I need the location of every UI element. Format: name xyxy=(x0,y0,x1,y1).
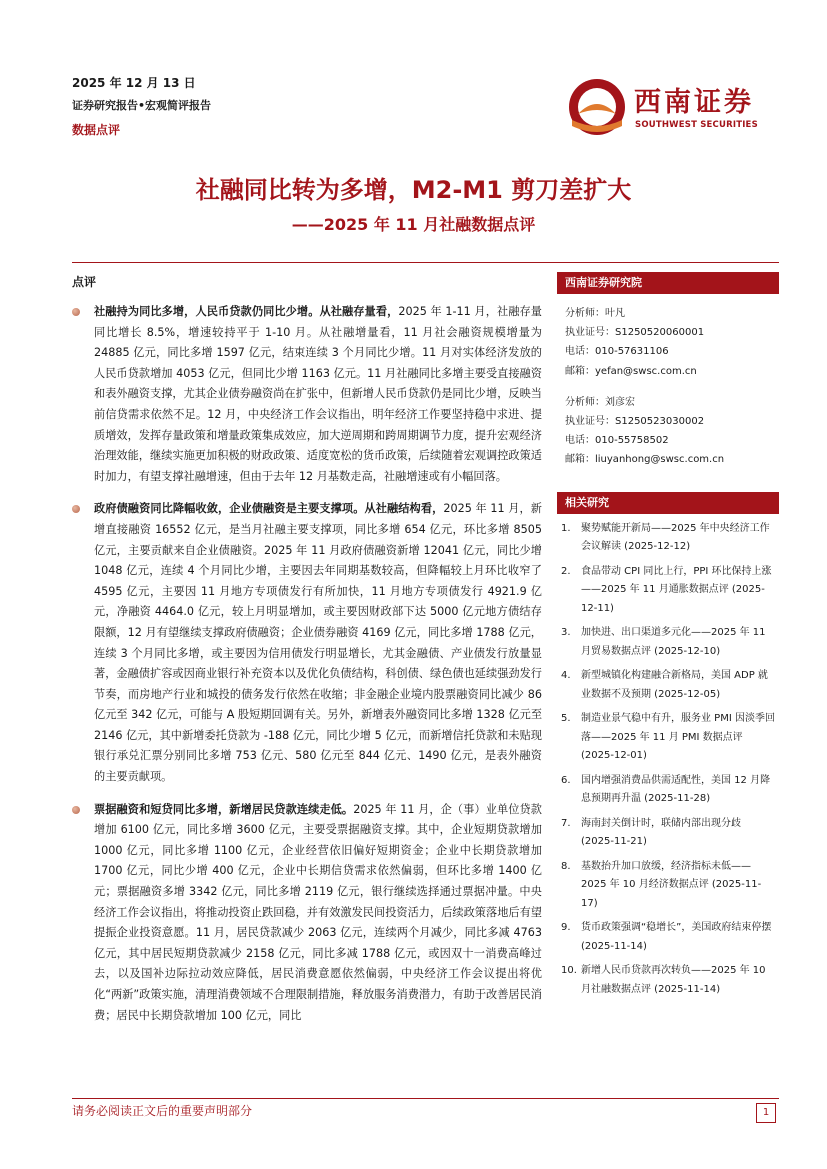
sidebar xyxy=(557,272,779,1005)
main-body xyxy=(72,302,542,1038)
related-item-number: 6. xyxy=(561,774,571,786)
related-item-number: 1. xyxy=(561,522,571,534)
analyst-phone: 电话：010-55758502 xyxy=(565,435,669,447)
paragraph-lead: 社融持为同比多增，人民币贷款仍同比少增。从社融存量看， xyxy=(94,305,399,318)
related-research-item[interactable] xyxy=(561,520,775,557)
logo-emblem-icon xyxy=(566,76,628,138)
page-subtitle: ——2025 年 11 月社融数据点评 xyxy=(291,215,536,234)
page-title: 社融同比转为多增，M2-M1 剪刀差扩大 xyxy=(195,176,632,204)
paragraph-lead: 票据融资和短贷同比多增，新增居民贷款连续走低。 xyxy=(94,802,354,816)
sidebar-institute-header: 西南证券研究院 xyxy=(557,272,779,294)
related-item-text: 新型城镇化构建融合新格局，美国 ADP 就业数据不及预期 (2025-12-05) xyxy=(581,670,768,700)
related-item-number: 5. xyxy=(561,713,571,725)
report-date: 2025 年 12 月 13 日 xyxy=(72,76,196,90)
related-item-number: 8. xyxy=(561,860,571,872)
related-research-item[interactable] xyxy=(561,772,775,809)
related-research-item[interactable] xyxy=(561,667,775,704)
section-label: 点评 xyxy=(72,275,97,289)
related-item-text: 制造业景气稳中有升，服务业 PMI 因淡季回落——2025 年 11 月 PMI 数据点评 (2025-12-01) xyxy=(581,713,775,762)
related-item-number: 7. xyxy=(561,817,571,829)
paragraph-text: 2025 年 11 月，新增直接融资 16552 亿元，是当月社融主要支撑项，同比多增 654 亿元，环比多增 8505 亿元，主要贡献来自企业债融资。2025 年 11 月政府债融资新增 12041 亿元，同比少增 1048 亿元，连续 4 个月同比少增，主要因去年同期基数较高，但降幅较上月环比收窄了 4595 亿元，主要因 11 月地方专项债发行有所加快，11 月地方专项债发行 4921.9 亿元，净融资 4464.0 亿元，较上月明显增加，或主要因财政部下达 5000 亿元地方债结存限额，12 月有望继续支撑政府债融资；企业债券融资 4169 亿元，同比多增 1788 亿元，连续 3 个月同比多增，或主要因为信用债发行明显增长，尤其金融债、产业债发行放量显著，金融债扩容或因商业银行补充资本以及优化负债结构，科创债、绿色债也延续强劲发行节奏，而房地产行业和城投的债务发行依然在收缩；非金融企业境内股票融资同比减少 86 亿元至 342 亿元，可能与 A 股短期回调有关。另外，新增表外融资同比多增 1328 亿元至 2146 亿元，其中新增委托贷款为 -188 亿元，同比少增 5 亿元，而新增信托贷款和未贴现银行承兑汇票分别同比多增 753 亿元、580 亿元至 844 亿元、1490 亿元，是表外融资的主要贡献项。 xyxy=(94,502,543,784)
related-research-item[interactable] xyxy=(561,563,775,619)
analyst-email[interactable]: 邮箱：liuyanhong@swsc.com.cn xyxy=(565,454,725,466)
paragraph-text: 2025 年 1-11 月，社融存量同比增长 8.5%，增速较持平于 1-10 月。从社融增量看，11 月社会融资规模增量为 24885 亿元，同比多增 1597 亿元，结束连续 3 个月同比少增。11 月对实体经济发放的人民币贷款增加 4053 亿元，但同比少增 1163 亿元。11 月社融同比多增主要受直接融资和表外融资支撑，尤其企业债券融资尚在扩张中，但新增人民币贷款仍是同比少增，反映当前信贷需求依然不足。12 月，中央经济工作会议指出，明年经济工作要坚持稳中求进、提质增效，发挥存量政策和增量政策集成效应，加大逆周期和跨周期调节力度，提升宏观经济治理效能，继续实施更加积极的财政政策、适度宽松的货币政策，后续随着宏观调控政策适时加力，有望支撑社融增速，但由于去年 12 月基数走高，社融增速或有小幅回落。 xyxy=(94,305,542,483)
analyst-license: 执业证号：S1250520060001 xyxy=(565,327,705,339)
analyst-email[interactable]: 邮箱：yefan@swsc.com.cn xyxy=(565,365,697,377)
related-research-header: 相关研究 xyxy=(557,492,779,514)
related-item-number: 4. xyxy=(561,670,571,682)
logo-name-en: SOUTHWEST SECURITIES xyxy=(635,120,758,130)
paragraph-2 xyxy=(72,499,542,787)
related-item-number: 2. xyxy=(561,565,571,577)
analyst-phone: 电话：010-57631106 xyxy=(565,346,669,358)
related-item-text: 食品带动 CPI 同比上行，PPI 环比保持上涨——2025 年 11 月通胀数据点评 (2025-12-11) xyxy=(581,565,772,614)
bullet-icon xyxy=(72,308,80,316)
related-item-text: 国内增强消费品供需适配性，美国 12 月降息预期再升温 (2025-11-28) xyxy=(581,774,771,805)
related-item-number: 9. xyxy=(561,922,571,934)
related-research-item[interactable] xyxy=(561,815,775,852)
related-item-text: 聚势赋能开新局——2025 年中央经济工作会议解读 (2025-12-12) xyxy=(581,522,770,553)
related-research-list xyxy=(557,514,779,1000)
footer-disclaimer: 请务必阅读正文后的重要声明部分 xyxy=(72,1104,253,1118)
related-research-item[interactable] xyxy=(561,962,775,999)
related-item-number: 3. xyxy=(561,627,571,639)
company-logo xyxy=(566,76,766,136)
logo-name-cn: 西南证券 xyxy=(634,87,754,118)
paragraph-lead: 政府债融资同比降幅收敛，企业债融资是主要支撑项。从社融结构看， xyxy=(94,502,444,516)
related-research-item[interactable] xyxy=(561,710,775,766)
related-research-item[interactable] xyxy=(561,919,775,956)
related-item-text: 加快进、出口渠道多元化——2025 年 11 月贸易数据点评 (2025-12-10) xyxy=(581,627,766,657)
paragraph-text: 2025 年 11 月，企（事）业单位贷款增加 6100 亿元，同比多增 3600 亿元，主要受票据融资支撑。其中，企业短期贷款增加 1000 亿元，同比多增 1100 亿元，企业经营依旧偏好短期资金；企业中长期贷款增加 1700 亿元，同比少增 400 亿元，企业中长期信贷需求依然偏弱，但环比多增 1400 亿元；票据融资多增 3342 亿元，同比多增 2119 亿元，银行继续选择通过票据冲量。中央经济工作会议指出，将推动投资止跌回稳，并有效激发民间投资活力，后续政策落地后有望提振企业投资意愿。11 月，居民贷款减少 2063 亿元，连续两个月减少，同比多减 4763 亿元，其中居民短期贷款减少 2158 亿元，同比多减 1788 亿元，或因双十一消费高峰过去，以及国补边际拉动效应降低，居民消费意愿依然偏弱，中央经济工作会议提出将优化“两新”政策实施，清理消费领域不合理限制措施，释放服务消费潜力，有助于改善居民消费；居民中长期贷款增加 100 亿元，同比 xyxy=(94,802,542,1022)
title-divider xyxy=(72,262,779,263)
related-item-text: 新增人民币贷款再次转负——2025 年 10 月社融数据点评 (2025-11-14) xyxy=(581,965,766,995)
related-research-item[interactable] xyxy=(561,624,775,661)
footer-divider xyxy=(72,1098,779,1099)
paragraph-3 xyxy=(72,800,542,1027)
report-type: 证券研究报告•宏观简评报告 xyxy=(72,99,212,112)
analyst-name: 分析师：刘彦宏 xyxy=(565,396,635,408)
related-item-text: 海南封关倒计时，联储内部出现分歧 (2025-11-21) xyxy=(581,817,741,848)
bullet-icon xyxy=(72,505,80,513)
related-item-number: 10. xyxy=(561,965,577,977)
related-research-item[interactable] xyxy=(561,858,775,914)
paragraph-1 xyxy=(72,302,542,487)
page-number: 1 xyxy=(756,1103,776,1123)
related-item-text: 货币政策强调“稳增长”，美国政府结束停摆 (2025-11-14) xyxy=(581,922,772,952)
analyst-name: 分析师：叶凡 xyxy=(565,308,625,319)
analyst-info xyxy=(557,294,779,470)
bullet-icon xyxy=(72,806,80,814)
related-item-text: 基数抬升加口放缓，经济指标未低——2025 年 10 月经济数据点评 (2025-11-17) xyxy=(581,860,762,909)
report-category: 数据点评 xyxy=(72,123,121,137)
analyst-license: 执业证号：S1250523030002 xyxy=(565,416,705,428)
